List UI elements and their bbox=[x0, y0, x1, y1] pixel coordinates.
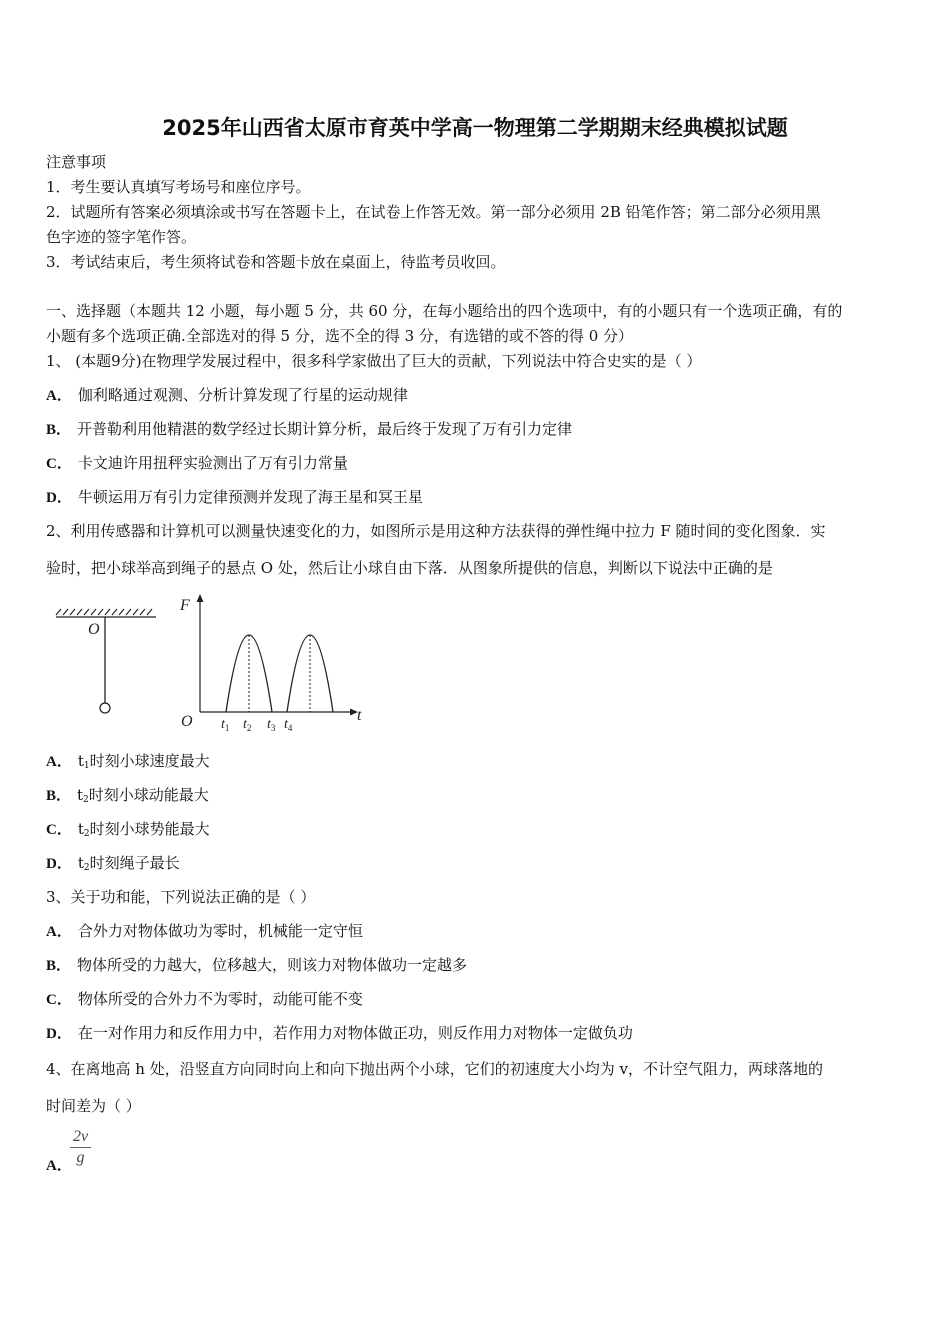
notice-item: 2．试题所有答案必须填涂或书写在答题卡上，在试卷上作答无效。第一部分必须用 2B 铅笔作答；第二部分必须用黑 bbox=[46, 203, 821, 221]
option-letter: D． bbox=[46, 856, 72, 872]
option-text: 物体所受的力越大，位移越大，则该力对物体做功一定越多 bbox=[77, 956, 468, 974]
option-letter: A． bbox=[46, 924, 72, 940]
y-axis-arrow bbox=[197, 594, 204, 602]
section-instructions: 小题有多个选项正确.全部选对的得 5 分，选不全的得 3 分，有选错的或不答的得 0 分） bbox=[46, 327, 634, 345]
option-letter: B． bbox=[46, 958, 72, 974]
q3-option-c bbox=[46, 989, 363, 1010]
option-letter: C． bbox=[46, 992, 72, 1008]
option-text: 开普勒利用他精湛的数学经过长期计算分析，最后终于发现了万有引力定律 bbox=[77, 420, 573, 438]
q2-option-d bbox=[46, 853, 180, 878]
option-var: t bbox=[77, 820, 84, 838]
question-1-stem: 1、 (本题9分)在物理学发展过程中，很多科学家做出了巨大的贡献，下列说法中符合史实的是（ ） bbox=[46, 352, 702, 370]
q1-option-c bbox=[46, 453, 348, 474]
question-3-stem: 3、关于功和能，下列说法正确的是（ ） bbox=[46, 888, 316, 906]
option-text: 伽利略通过观测、分析计算发现了行星的运动规律 bbox=[77, 386, 408, 404]
option-text: 时刻小球速度最大 bbox=[89, 752, 210, 770]
tick-label: $t_2$ bbox=[243, 717, 252, 733]
y-axis-label: F bbox=[180, 597, 190, 614]
option-var: t bbox=[77, 854, 84, 872]
question-4-stem: 时间差为（ ） bbox=[46, 1097, 141, 1115]
option-letter: B． bbox=[46, 422, 72, 438]
q1-option-b bbox=[46, 419, 572, 440]
option-text: 时刻绳子最长 bbox=[89, 854, 180, 872]
option-text: 时刻小球势能最大 bbox=[89, 820, 210, 838]
option-letter: B． bbox=[46, 788, 72, 804]
q1-option-a bbox=[46, 385, 408, 406]
tick-label: $t_4$ bbox=[284, 717, 293, 733]
option-subscript: 2 bbox=[83, 829, 90, 839]
option-letter: A． bbox=[46, 1158, 72, 1174]
notice-heading: 注意事项 bbox=[46, 153, 107, 171]
q1-option-d bbox=[46, 487, 423, 508]
option-letter: D． bbox=[46, 1026, 72, 1042]
ceiling bbox=[56, 609, 156, 617]
fraction-numerator: 2v bbox=[73, 1128, 89, 1145]
option-letter: A． bbox=[46, 388, 72, 404]
question-2-stem: 验时，把小球举高到绳子的悬点 O 处，然后让小球自由下落．从图象所提供的信息，判断以下说法中正确的是 bbox=[46, 559, 773, 577]
option-var: t bbox=[77, 786, 84, 804]
option-subscript: 2 bbox=[83, 795, 89, 805]
option-letter: D． bbox=[46, 490, 72, 506]
option-subscript: 1 bbox=[83, 761, 90, 771]
option-text: 卡文迪许用扭秤实验测出了万有引力常量 bbox=[77, 454, 348, 472]
q2-option-c bbox=[46, 819, 210, 844]
notice-item: 1．考生要认真填写考场号和座位序号。 bbox=[46, 178, 311, 196]
question-2-stem: 2、利用传感器和计算机可以测量快速变化的力，如图所示是用这种方法获得的弹性绳中拉力 F 随时间的变化图象．实 bbox=[46, 522, 826, 540]
origin-label: O bbox=[181, 713, 193, 730]
x-axis-label: t bbox=[357, 707, 362, 724]
option-letter: C． bbox=[46, 456, 72, 472]
pivot-label: O bbox=[88, 621, 100, 638]
q2-option-b bbox=[46, 785, 209, 810]
q3-option-a bbox=[46, 921, 363, 942]
fraction-bar bbox=[70, 1147, 91, 1148]
option-text: 合外力对物体做功为零时，机械能一定守恒 bbox=[77, 922, 363, 940]
option-letter: C． bbox=[46, 822, 72, 838]
tick-label: $t_3$ bbox=[267, 717, 276, 733]
ball bbox=[100, 703, 110, 713]
option-subscript: 2 bbox=[83, 863, 90, 873]
notice-item: 色字迹的签字笔作答。 bbox=[46, 228, 197, 246]
option-text: 在一对作用力和反作用力中，若作用力对物体做正功，则反作用力对物体一定做负功 bbox=[77, 1024, 633, 1042]
question-4-stem: 4、在离地高 h 处，沿竖直方向同时向上和向下抛出两个小球，它们的初速度大小均为 v，不计空气阻力，两球落地的 bbox=[46, 1060, 823, 1078]
option-text: 物体所受的合外力不为零时，动能可能不变 bbox=[77, 990, 363, 1008]
notice-item: 3．考试结束后，考生须将试卷和答题卡放在桌面上，待监考员收回。 bbox=[46, 253, 506, 271]
page-title: 2025年山西省太原市育英中学高一物理第二学期期末经典模拟试题 bbox=[162, 116, 788, 140]
option-text: 牛顿运用万有引力定律预测并发现了海王星和冥王星 bbox=[77, 488, 423, 506]
option-var: t bbox=[77, 752, 84, 770]
q3-option-b bbox=[46, 955, 467, 976]
fraction bbox=[70, 1128, 91, 1167]
force-time-figure bbox=[48, 590, 378, 735]
tick-label: $t_1$ bbox=[221, 717, 230, 733]
q2-option-a bbox=[46, 751, 210, 776]
option-text: 时刻小球动能最大 bbox=[88, 786, 209, 804]
fraction-denominator: g bbox=[76, 1149, 85, 1166]
section-instructions: 一、选择题（本题共 12 小题，每小题 5 分，共 60 分，在每小题给出的四个选项中，有的小题只有一个选项正确，有的 bbox=[46, 302, 843, 320]
option-letter: A． bbox=[46, 754, 72, 770]
q3-option-d bbox=[46, 1023, 633, 1044]
